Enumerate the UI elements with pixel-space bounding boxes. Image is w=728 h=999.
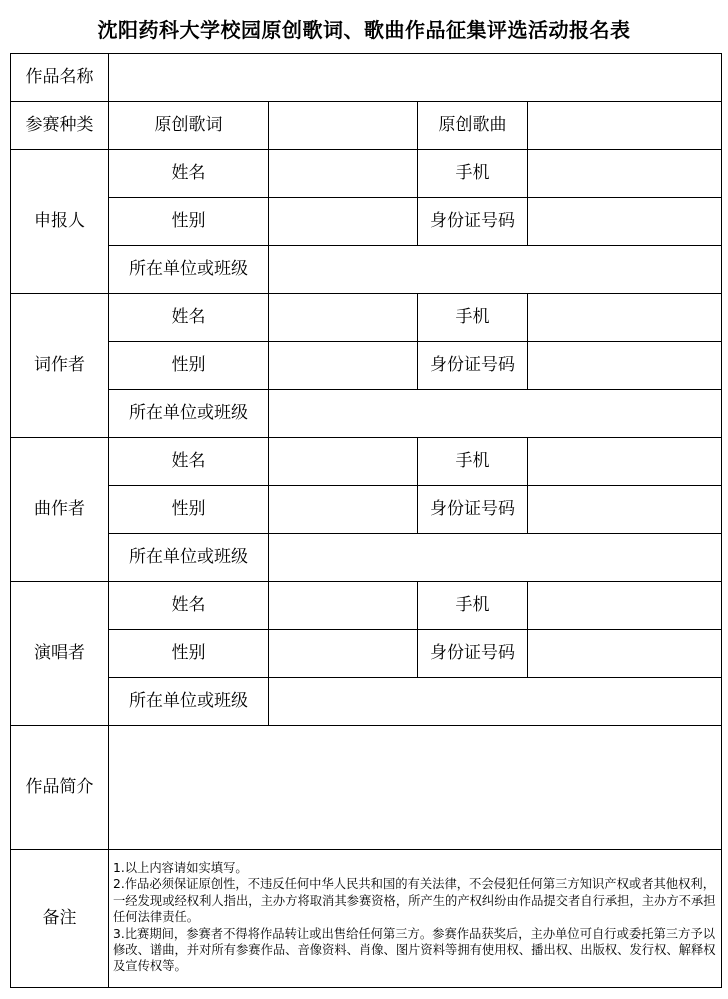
composer-unit-label: 所在单位或班级 xyxy=(109,534,269,582)
singer-phone-label: 手机 xyxy=(418,582,528,630)
lyricist-phone-input-cell[interactable] xyxy=(528,294,722,342)
applicant-id-input-cell[interactable] xyxy=(528,198,722,246)
lyricist-gender-label: 性别 xyxy=(109,342,269,390)
lyricist-id-input-cell[interactable] xyxy=(528,342,722,390)
work-name-input-cell[interactable] xyxy=(109,54,722,102)
applicant-gender-label: 性别 xyxy=(109,198,269,246)
intro-label: 作品简介 xyxy=(11,726,109,850)
applicant-unit-input-cell[interactable] xyxy=(269,246,722,294)
section-lyricist-label: 词作者 xyxy=(11,294,109,438)
registration-table xyxy=(10,53,722,988)
category-row xyxy=(11,102,722,150)
singer-phone-input-cell[interactable] xyxy=(528,582,722,630)
composer-phone-label: 手机 xyxy=(418,438,528,486)
form-title: 沈阳药科大学校园原创歌词、歌曲作品征集评选活动报名表 xyxy=(97,18,631,42)
singer-id-input-cell[interactable] xyxy=(528,630,722,678)
singer-unit-row xyxy=(11,678,722,726)
composer-name-row xyxy=(11,438,722,486)
composer-id-input-cell[interactable] xyxy=(528,486,722,534)
lyricist-name-label: 姓名 xyxy=(109,294,269,342)
work-name-label: 作品名称 xyxy=(11,54,109,102)
composer-unit-input-cell[interactable] xyxy=(269,534,722,582)
composer-name-input-cell[interactable] xyxy=(269,438,418,486)
lyricist-id-label: 身份证号码 xyxy=(418,342,528,390)
remark-item: 2.作品必须保证原创性，不违反任何中华人民共和国的有关法律，不会侵犯任何第三方知识产权或者其他权利，一经发现或经权利人指出，主办方将取消其参赛资格，所产生的产权纠纷由作品提交者自行承担，主办方不承担任何法律责任。 xyxy=(113,877,716,925)
remarks-content xyxy=(109,850,722,988)
composer-unit-row xyxy=(11,534,722,582)
lyricist-gender-row xyxy=(11,342,722,390)
remark-item: 1.以上内容请如实填写。 xyxy=(113,861,248,875)
intro-input-cell[interactable] xyxy=(109,726,722,850)
applicant-phone-label: 手机 xyxy=(418,150,528,198)
singer-name-input-cell[interactable] xyxy=(269,582,418,630)
applicant-unit-row xyxy=(11,246,722,294)
singer-gender-label: 性别 xyxy=(109,630,269,678)
singer-unit-input-cell[interactable] xyxy=(269,678,722,726)
composer-name-label: 姓名 xyxy=(109,438,269,486)
category-option-song: 原创歌曲 xyxy=(418,102,528,150)
applicant-phone-input-cell[interactable] xyxy=(528,150,722,198)
remark-item: 3.比赛期间，参赛者不得将作品转让或出售给任何第三方。参赛作品获奖后，主办单位可自行或委托第三方予以修改、谱曲，并对所有参赛作品、音像资料、肖像、图片资料等拥有使用权、播出权、出版权、发行权、解释权及宣传权等。 xyxy=(113,926,716,974)
lyricist-name-row xyxy=(11,294,722,342)
singer-id-label: 身份证号码 xyxy=(418,630,528,678)
composer-id-label: 身份证号码 xyxy=(418,486,528,534)
lyricist-gender-input-cell[interactable] xyxy=(269,342,418,390)
lyricist-phone-label: 手机 xyxy=(418,294,528,342)
singer-unit-label: 所在单位或班级 xyxy=(109,678,269,726)
composer-gender-input-cell[interactable] xyxy=(269,486,418,534)
singer-gender-row xyxy=(11,630,722,678)
composer-phone-input-cell[interactable] xyxy=(528,438,722,486)
applicant-name-row xyxy=(11,150,722,198)
composer-gender-row xyxy=(11,486,722,534)
category-label: 参赛种类 xyxy=(11,102,109,150)
applicant-id-label: 身份证号码 xyxy=(418,198,528,246)
work-name-row xyxy=(11,54,722,102)
applicant-gender-input-cell[interactable] xyxy=(269,198,418,246)
intro-row xyxy=(11,726,722,850)
lyricist-unit-input-cell[interactable] xyxy=(269,390,722,438)
applicant-gender-row xyxy=(11,198,722,246)
singer-gender-input-cell[interactable] xyxy=(269,630,418,678)
remarks-label: 备注 xyxy=(11,850,109,988)
singer-name-label: 姓名 xyxy=(109,582,269,630)
applicant-unit-label: 所在单位或班级 xyxy=(109,246,269,294)
applicant-name-input-cell[interactable] xyxy=(269,150,418,198)
category-option-lyrics: 原创歌词 xyxy=(109,102,269,150)
section-applicant-label: 申报人 xyxy=(11,150,109,294)
lyricist-unit-row xyxy=(11,390,722,438)
lyricist-name-input-cell[interactable] xyxy=(269,294,418,342)
category-song-check-cell[interactable] xyxy=(528,102,722,150)
section-singer-label: 演唱者 xyxy=(11,582,109,726)
section-composer-label: 曲作者 xyxy=(11,438,109,582)
applicant-name-label: 姓名 xyxy=(109,150,269,198)
remarks-row xyxy=(11,850,722,988)
singer-name-row xyxy=(11,582,722,630)
composer-gender-label: 性别 xyxy=(109,486,269,534)
lyricist-unit-label: 所在单位或班级 xyxy=(109,390,269,438)
category-lyrics-check-cell[interactable] xyxy=(269,102,418,150)
